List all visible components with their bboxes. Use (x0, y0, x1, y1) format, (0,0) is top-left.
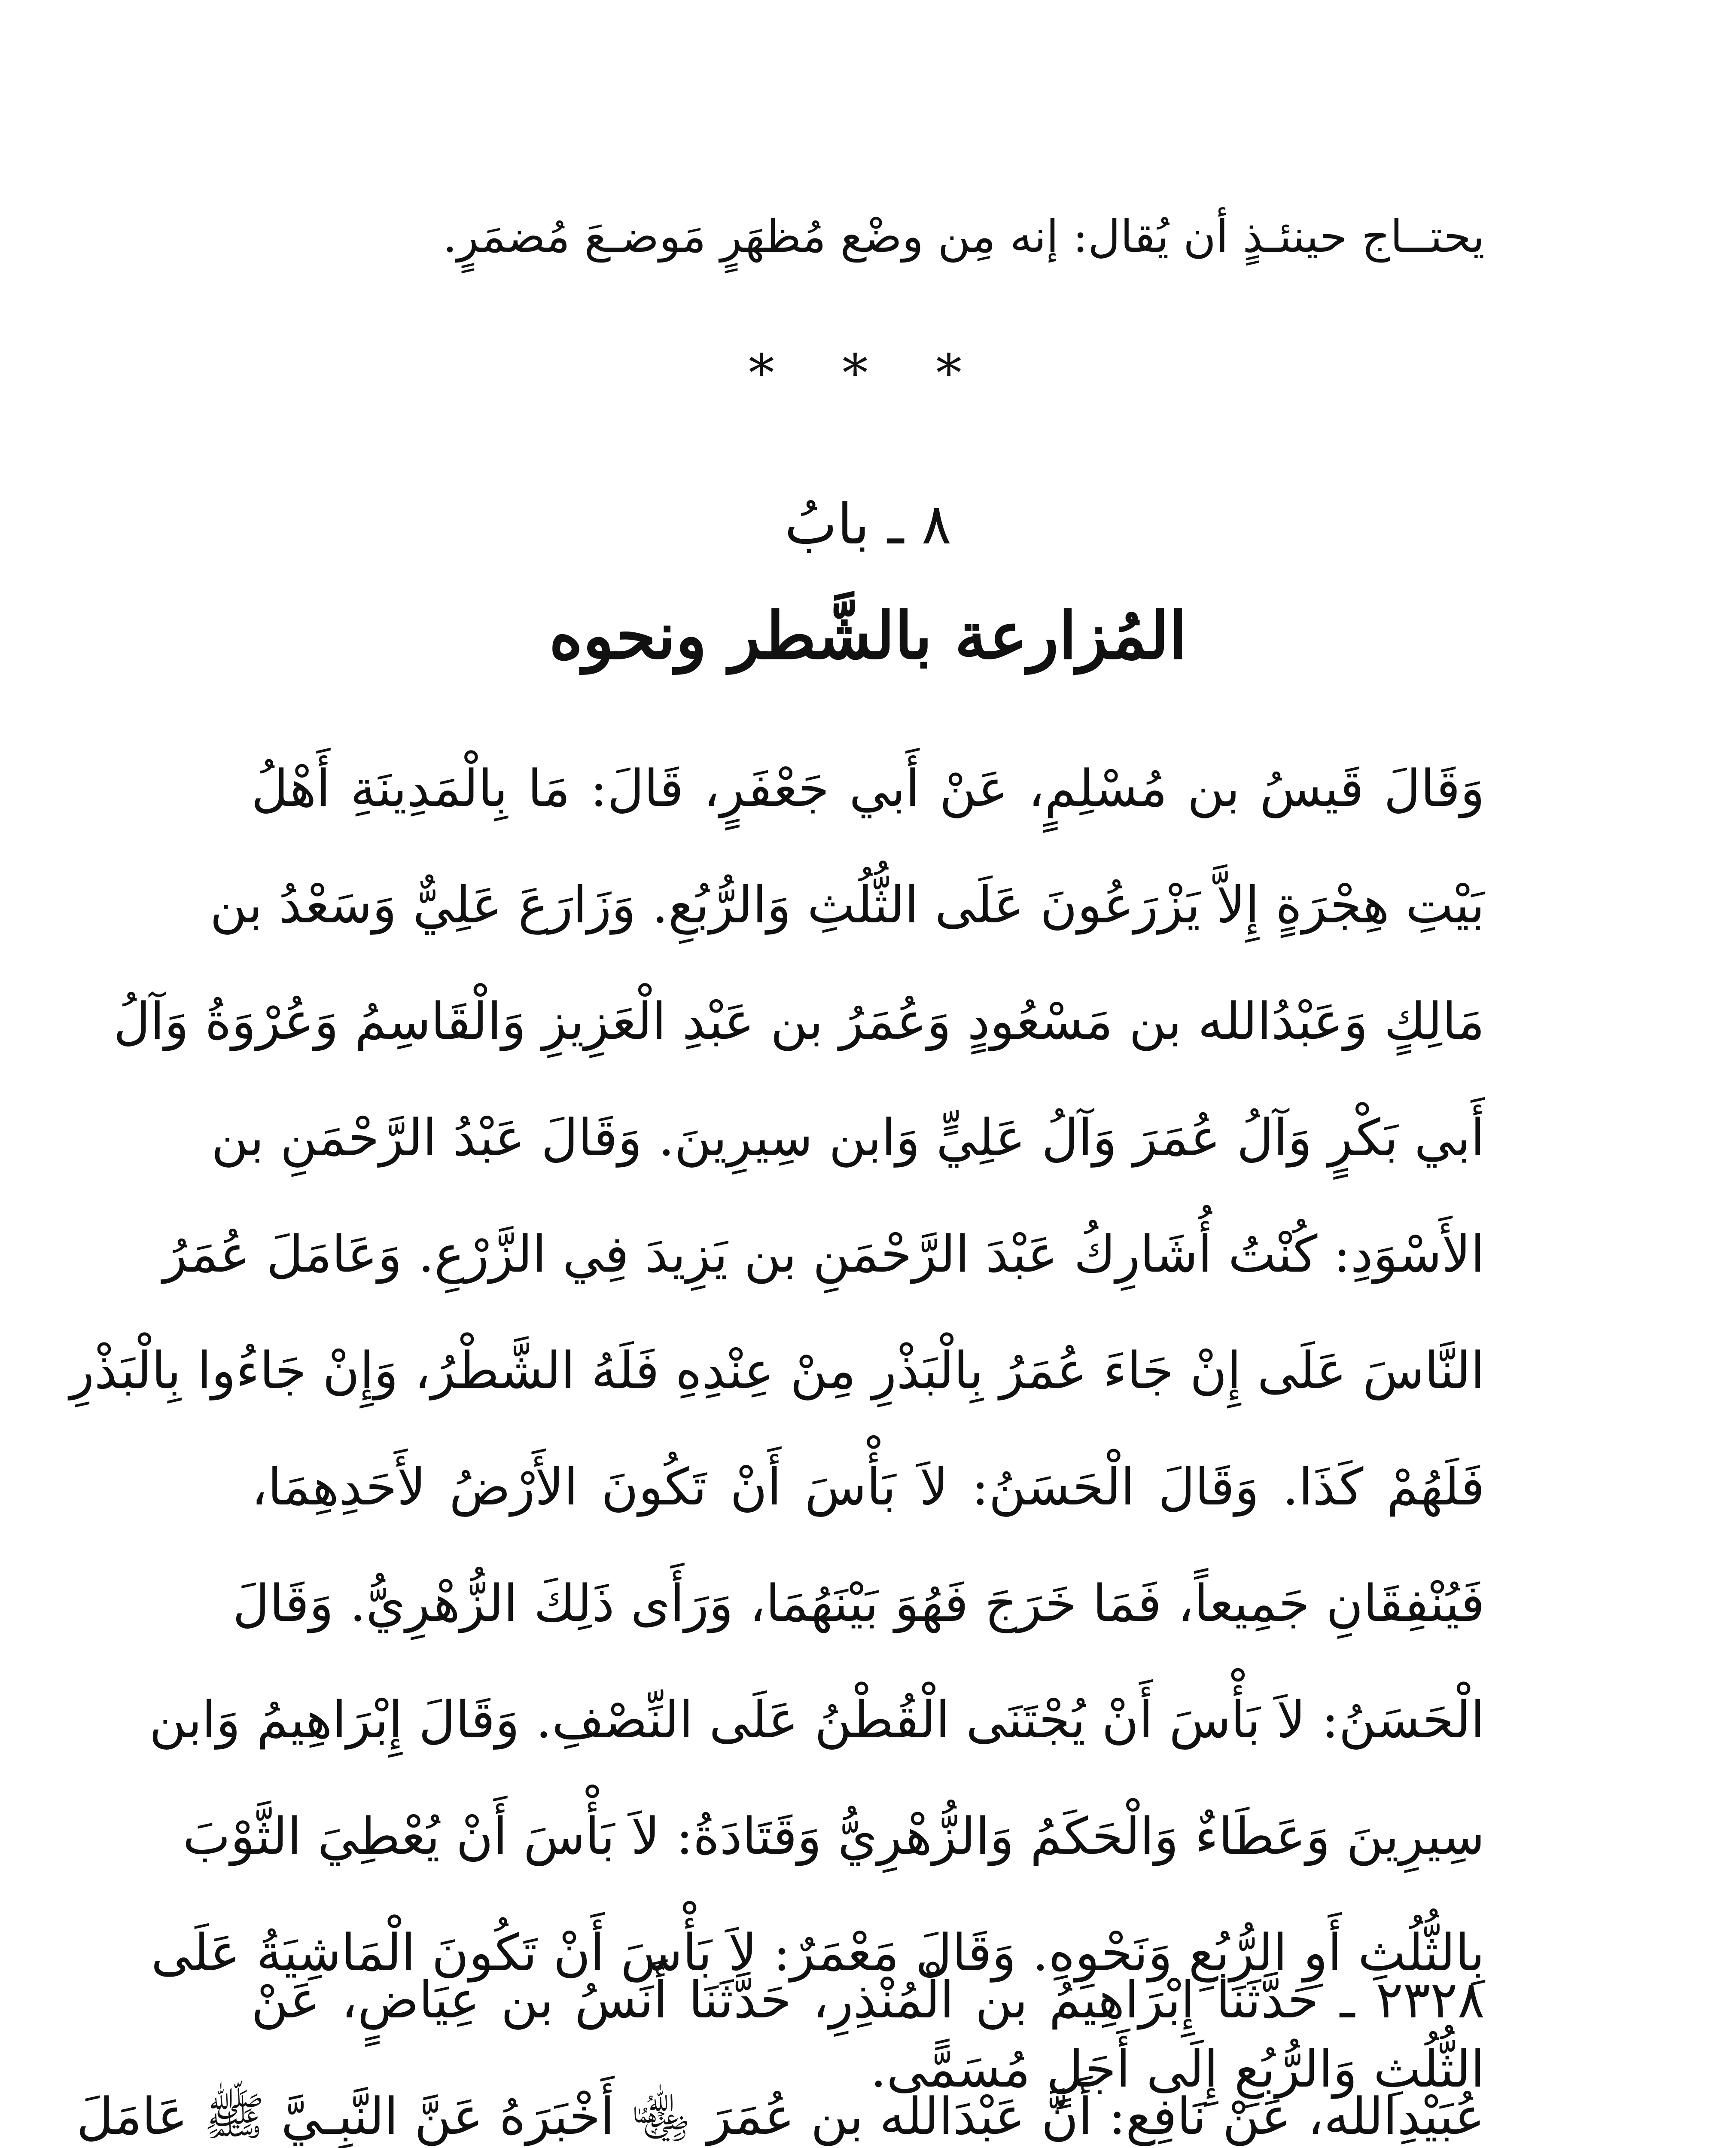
body-line: مَالِكٍ وَعَبْدُالله بن مَسْعُودٍ وَعُمَرُ بن عَبْدِ الْعَزِيزِ وَالْقَاسِمُ وَعُرْوَةُ وَآلُ (113, 992, 1485, 1051)
hadith-line: ٢٣٢٨ ـ حَدَّثَنَا إِبْرَاهِيمُ بن الْمُنْذِرِ، حَدَّثَنَا أَنَسُ بن عِيَاضٍ، عَنْ (251, 1970, 1485, 2029)
chapter-number: ٨ ـ بابُ (784, 491, 952, 557)
hadith-text (76, 1942, 1485, 2148)
body-line: سِيرِينَ وَعَطَاءٌ وَالْحَكَمُ وَالزُّهْرِيُّ وَقَتَادَةُ: لاَ بَأْسَ أَنْ يُعْطِيَ الثَّوْبَ (183, 1806, 1485, 1866)
chapter-body (70, 730, 1485, 2127)
chapter-title: المُزارعة بالشَّطر ونحوه (549, 598, 1187, 674)
body-line: بَيْتِ هِجْرَةٍ إِلاَّ يَزْرَعُونَ عَلَى الثُّلُثِ وَالرُّبُعِ. وَزَارَعَ عَلِيٌّ وَسَعْدُ بن (210, 875, 1485, 934)
body-line: وَقَالَ قَيسُ بن مُسْلِمٍ، عَنْ أَبي جَعْفَرٍ، قَالَ: مَا بِالْمَدِينَةِ أَهْلُ (251, 759, 1485, 818)
body-line: الثُّلُثِ وَالرُّبُعِ إِلَى أَجَلٍ مُسَمًّى. (870, 2039, 1485, 2099)
body-line: أَبي بَكْرٍ وَآلُ عُمَرَ وَآلُ عَلِيٍّ وَابن سِيرِينَ. وَقَالَ عَبْدُ الرَّحْمَنِ بن (211, 1108, 1485, 1167)
section-separator: * * * (748, 344, 988, 403)
body-line: النَّاسَ عَلَى إِنْ جَاءَ عُمَرُ بِالْبَذْرِ مِنْ عِنْدِهِ فَلَهُ الشَّطْرُ، وَإِنْ جَاءُوا بِالْبَذْرِ (70, 1341, 1485, 1400)
body-line: بِالثُّلُثِ أَوِ الرُّبُعِ وَنَحْوِهِ. وَقَالَ مَعْمَرٌ: لاَ بَأْسَ أَنْ تَكُونَ الْمَاشِيَةُ عَلَى (151, 1923, 1485, 1982)
body-line: فَلَهُمْ كَذَا. وَقَالَ الْحَسَنُ: لاَ بَأْسَ أَنْ تَكُونَ الأَرْضُ لأَحَدِهِمَا، (251, 1457, 1485, 1516)
body-line: الْحَسَنُ: لاَ بَأْسَ أَنْ يُجْتَنَى الْقُطْنُ عَلَى النِّصْفِ. وَقَالَ إِبْرَاهِيمُ وَابن (149, 1690, 1485, 1749)
carryover-line: يحتــاج حينئـذٍ أن يُقال: إنه مِن وضْع مُظهَرٍ مَوضـعَ مُضمَرٍ. (442, 210, 1485, 262)
hadith-line: عُبَيْدِالله، عَنْ نَافِعٍ: أَنَّ عَبْدَالله بن عُمَرَ ﵄ أَخْبَرَهُ عَنَّ النَّبِـيَّ ﷺ عَامَلَ (76, 2087, 1485, 2146)
body-line: فَيُنْفِقَانِ جَمِيعاً، فَمَا خَرَجَ فَهُوَ بَيْنَهُمَا، وَرَأَى ذَلِكَ الزُّهْرِيُّ. وَقَالَ (232, 1574, 1485, 1633)
body-line: الأَسْوَدِ: كُنْتُ أُشَارِكُ عَبْدَ الرَّحْمَنِ بن يَزِيدَ فِي الزَّرْعِ. وَعَامَلَ عُمَرُ (162, 1224, 1485, 1284)
